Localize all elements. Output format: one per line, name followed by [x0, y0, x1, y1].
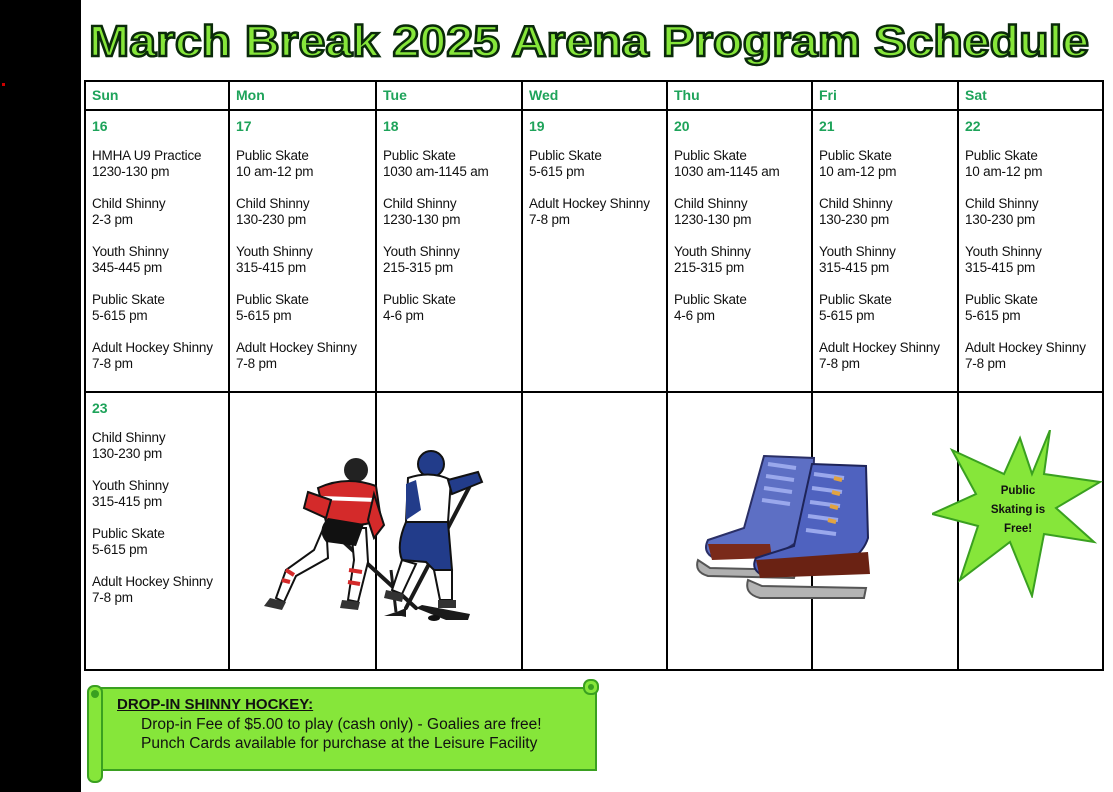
event-name: Youth Shinny — [819, 244, 896, 259]
weekday-label: Wed — [529, 87, 559, 103]
starburst-line: Skating is — [990, 504, 1046, 516]
ice-skates-clipart — [684, 448, 876, 606]
event-name: Child Shinny — [92, 196, 166, 211]
event-name: Child Shinny — [674, 196, 748, 211]
drop-in-info-banner — [86, 678, 600, 786]
weekday-label: Fri — [819, 87, 837, 103]
day-number: 20 — [674, 118, 690, 134]
event-time: 130-230 pm — [236, 212, 307, 227]
day-number — [813, 393, 957, 418]
event-item — [92, 196, 222, 228]
event-time: 130-230 pm — [819, 212, 890, 227]
day-cell — [376, 110, 522, 392]
event-item — [819, 148, 951, 180]
event-name: Child Shinny — [965, 196, 1039, 211]
weekday-label: Mon — [236, 87, 265, 103]
event-item — [965, 340, 1096, 372]
event-name: Adult Hockey Shinny — [236, 340, 357, 355]
event-name: Public Skate — [965, 148, 1038, 163]
day-number — [523, 393, 666, 418]
event-time: 1030 am-1145 am — [383, 164, 489, 179]
event-time: 5-615 pm — [92, 542, 148, 557]
event-name: Adult Hockey Shinny — [819, 340, 940, 355]
day-number: 21 — [819, 118, 835, 134]
event-time: 1030 am-1145 am — [674, 164, 780, 179]
event-time: 10 am-12 pm — [236, 164, 314, 179]
day-number: 22 — [965, 118, 981, 134]
day-cell — [812, 110, 958, 392]
event-name: Youth Shinny — [92, 478, 169, 493]
event-item — [236, 148, 369, 180]
week-row — [85, 110, 1103, 392]
event-time: 345-445 pm — [92, 260, 163, 275]
event-list — [813, 418, 957, 430]
event-name: Youth Shinny — [236, 244, 313, 259]
event-name: Public Skate — [965, 292, 1038, 307]
event-name: Child Shinny — [819, 196, 893, 211]
event-item — [92, 430, 222, 462]
weekday-header-cell — [522, 81, 667, 110]
event-time: 1230-130 pm — [383, 212, 461, 227]
event-name: Youth Shinny — [674, 244, 751, 259]
event-name: Public Skate — [383, 292, 456, 307]
weekday-header-cell — [667, 81, 812, 110]
day-cell — [85, 392, 229, 670]
drop-in-fee-text: Drop-in Fee of $5.00 to play (cash only) - Goalies are free! — [141, 716, 542, 733]
weekday-header-cell — [812, 81, 958, 110]
event-name: Public Skate — [674, 292, 747, 307]
day-number — [668, 393, 811, 418]
day-cell — [667, 110, 812, 392]
event-name: Public Skate — [529, 148, 602, 163]
event-item — [819, 292, 951, 324]
event-name: Child Shinny — [236, 196, 310, 211]
weekday-header-cell — [958, 81, 1103, 110]
event-time: 7-8 pm — [819, 356, 860, 371]
day-number — [959, 393, 1102, 418]
event-name: Child Shinny — [92, 430, 166, 445]
event-list — [959, 136, 1102, 372]
event-name: Youth Shinny — [383, 244, 460, 259]
event-name: Public Skate — [819, 148, 892, 163]
event-item — [965, 292, 1096, 324]
event-item — [965, 244, 1096, 276]
event-item — [965, 148, 1096, 180]
event-item — [383, 148, 515, 180]
event-name: Adult Hockey Shinny — [92, 574, 213, 589]
event-time: 5-615 pm — [965, 308, 1021, 323]
event-time: 315-415 pm — [965, 260, 1036, 275]
event-time: 130-230 pm — [92, 446, 163, 461]
event-item — [236, 292, 369, 324]
event-item — [819, 196, 951, 228]
event-name: Adult Hockey Shinny — [92, 340, 213, 355]
event-time: 7-8 pm — [236, 356, 277, 371]
event-time: 7-8 pm — [92, 590, 133, 605]
event-item — [383, 196, 515, 228]
event-time: 4-6 pm — [383, 308, 424, 323]
event-list — [86, 418, 228, 606]
event-list — [377, 136, 521, 324]
event-name: Adult Hockey Shinny — [965, 340, 1086, 355]
weekday-label: Thu — [674, 87, 700, 103]
day-cell — [958, 110, 1103, 392]
event-item — [92, 148, 222, 180]
event-item — [674, 148, 805, 180]
weekday-header-cell — [229, 81, 376, 110]
event-time: 1230-130 pm — [92, 164, 170, 179]
event-time: 7-8 pm — [529, 212, 570, 227]
starburst-line: Free! — [1003, 523, 1033, 535]
day-number: 23 — [92, 400, 108, 416]
event-time: 315-415 pm — [236, 260, 307, 275]
event-item — [92, 478, 222, 510]
drop-in-title: DROP-IN SHINNY HOCKEY: — [117, 696, 314, 713]
event-time: 130-230 pm — [965, 212, 1036, 227]
day-number: 19 — [529, 118, 545, 134]
event-list — [377, 418, 521, 430]
page-title-text: March Break 2025 Arena Program Schedule — [89, 17, 1089, 66]
event-name: Public Skate — [383, 148, 456, 163]
day-number — [230, 393, 375, 418]
day-cell — [229, 110, 376, 392]
event-item — [674, 244, 805, 276]
event-item — [529, 196, 660, 228]
event-name: Public Skate — [92, 526, 165, 541]
event-list — [230, 136, 375, 372]
event-name: Public Skate — [236, 148, 309, 163]
event-list — [959, 418, 1102, 430]
event-item — [383, 292, 515, 324]
weekday-label: Sun — [92, 87, 119, 103]
event-item — [92, 526, 222, 558]
event-list — [813, 136, 957, 372]
event-name: Youth Shinny — [92, 244, 169, 259]
event-name: Adult Hockey Shinny — [529, 196, 650, 211]
punch-cards-text: Punch Cards available for purchase at the Leisure Facility — [141, 735, 538, 752]
event-name: Public Skate — [92, 292, 165, 307]
event-item — [92, 244, 222, 276]
event-time: 315-415 pm — [819, 260, 890, 275]
event-name: Youth Shinny — [965, 244, 1042, 259]
red-dot-mark — [2, 83, 5, 86]
event-list — [523, 418, 666, 430]
event-list — [230, 418, 375, 430]
hockey-players-clipart — [256, 450, 492, 628]
event-time: 5-615 pm — [819, 308, 875, 323]
event-time: 215-315 pm — [674, 260, 745, 275]
event-list — [668, 136, 811, 324]
event-name: Public Skate — [236, 292, 309, 307]
starburst-text — [972, 482, 1064, 539]
event-time: 7-8 pm — [92, 356, 133, 371]
event-time: 1230-130 pm — [674, 212, 752, 227]
day-number: 17 — [236, 118, 252, 134]
event-name: HMHA U9 Practice — [92, 148, 202, 163]
event-list — [523, 136, 666, 228]
event-item — [529, 148, 660, 180]
day-cell — [522, 110, 667, 392]
event-time: 4-6 pm — [674, 308, 715, 323]
weekday-header-cell — [376, 81, 522, 110]
event-item — [236, 244, 369, 276]
event-time: 10 am-12 pm — [819, 164, 897, 179]
left-black-margin — [0, 0, 81, 792]
weekday-header-row — [85, 81, 1103, 110]
event-time: 7-8 pm — [965, 356, 1006, 371]
event-name: Public Skate — [819, 292, 892, 307]
event-item — [819, 340, 951, 372]
event-item — [819, 244, 951, 276]
event-time: 2-3 pm — [92, 212, 133, 227]
event-item — [92, 292, 222, 324]
event-item — [92, 340, 222, 372]
page-title — [85, 6, 1105, 76]
starburst-badge — [932, 430, 1104, 598]
event-list — [668, 418, 811, 430]
event-item — [965, 196, 1096, 228]
day-number: 18 — [383, 118, 399, 134]
event-time: 215-315 pm — [383, 260, 454, 275]
event-item — [92, 574, 222, 606]
event-time: 315-415 pm — [92, 494, 163, 509]
event-list — [86, 136, 228, 372]
weekday-label: Sat — [965, 87, 987, 103]
day-cell — [522, 392, 667, 670]
weekday-label: Tue — [383, 87, 407, 103]
event-item — [674, 196, 805, 228]
starburst-line: Public — [1000, 485, 1036, 497]
event-item — [383, 244, 515, 276]
event-time: 5-615 pm — [92, 308, 148, 323]
weekday-header-cell — [85, 81, 229, 110]
day-number: 16 — [92, 118, 108, 134]
day-number — [377, 393, 521, 418]
event-item — [674, 292, 805, 324]
event-time: 10 am-12 pm — [965, 164, 1043, 179]
event-time: 5-615 pm — [236, 308, 292, 323]
event-item — [236, 340, 369, 372]
event-name: Public Skate — [674, 148, 747, 163]
event-name: Child Shinny — [383, 196, 457, 211]
event-time: 5-615 pm — [529, 164, 585, 179]
day-cell — [85, 110, 229, 392]
event-item — [236, 196, 369, 228]
